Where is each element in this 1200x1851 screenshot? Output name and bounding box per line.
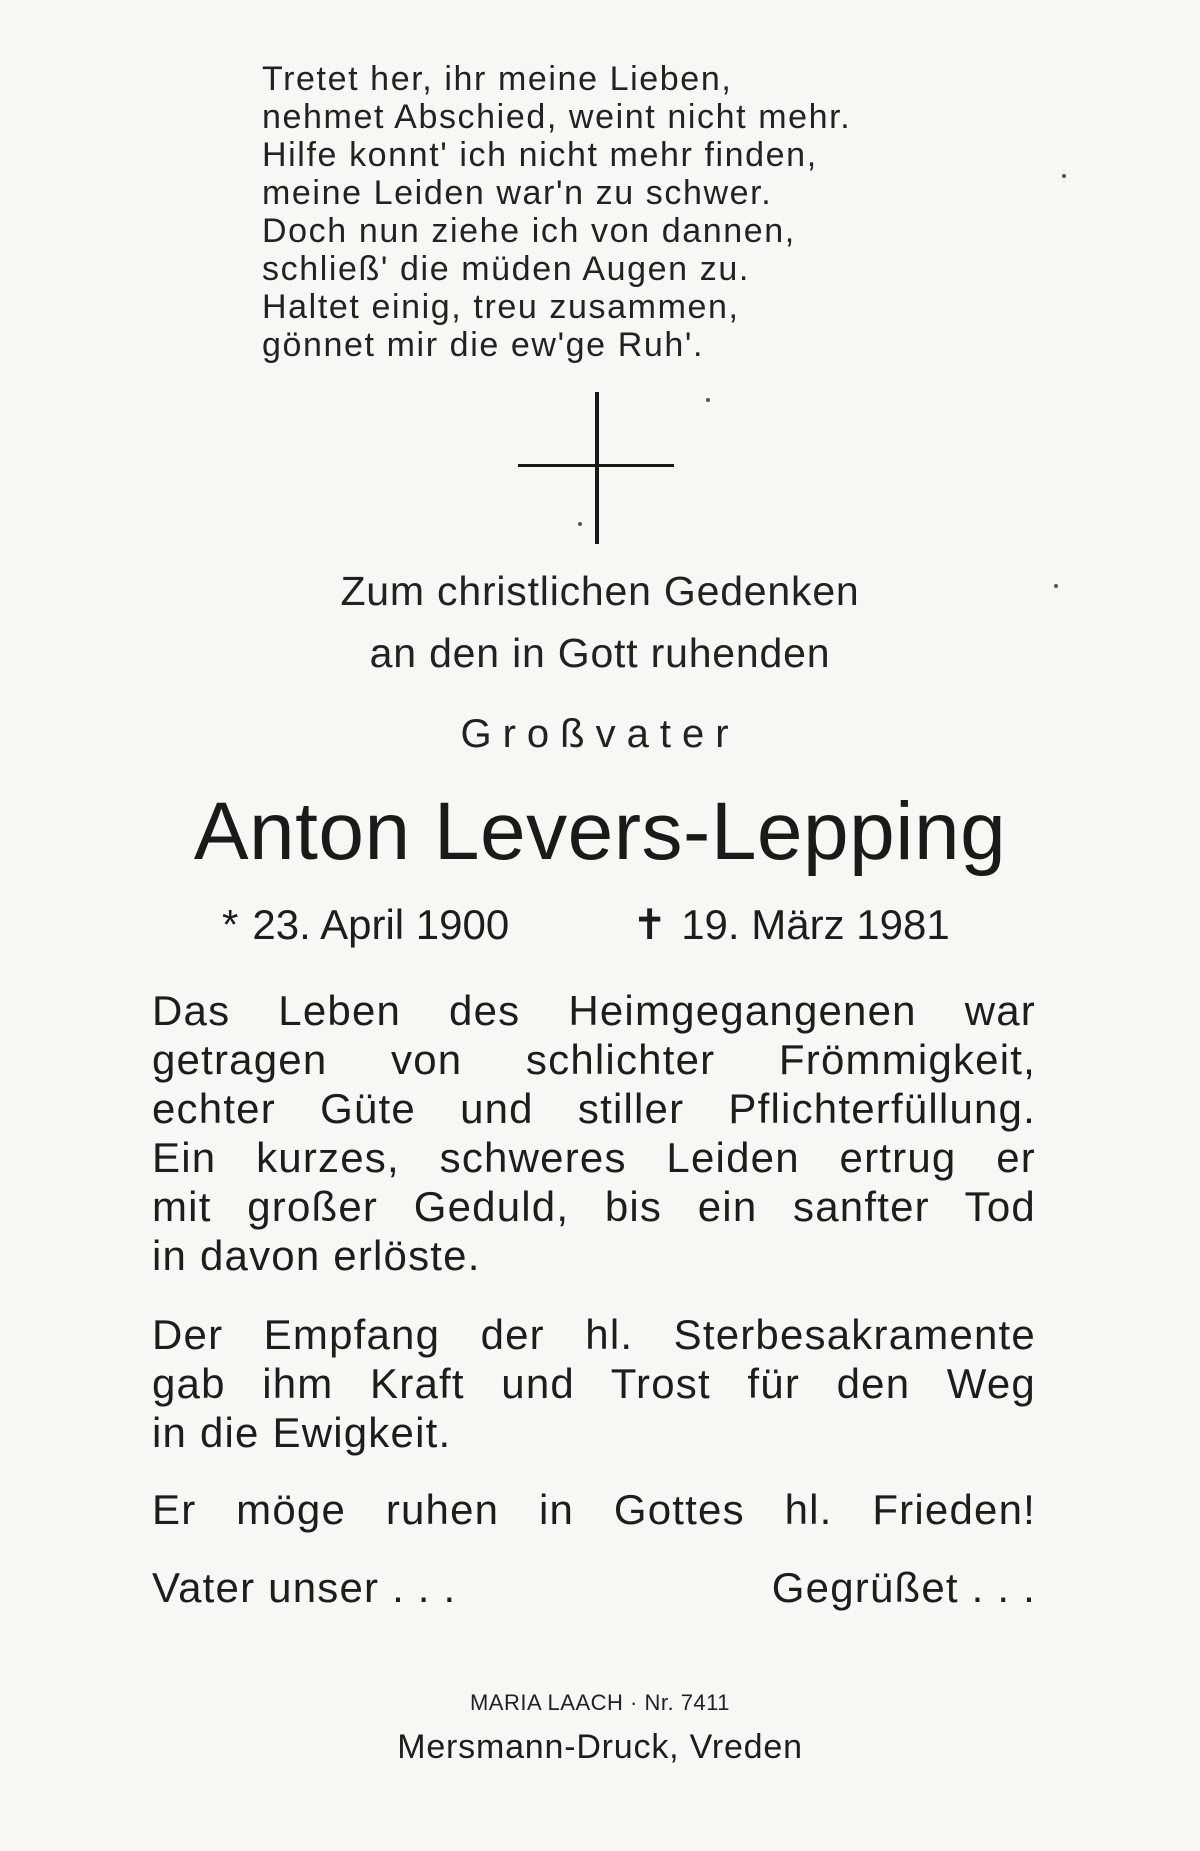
paragraph-line: in davon erlöste. <box>152 1232 481 1279</box>
poem-line: Tretet her, ihr meine Lieben, <box>262 60 733 98</box>
paragraph-line: gab ihm Kraft und Trost für den Weg <box>152 1360 1036 1407</box>
paragraph-line: mit großer Geduld, bis ein sanfter Tod <box>152 1183 1036 1230</box>
intro-line-2: an den in Gott ruhenden <box>369 630 831 676</box>
paragraph-line: Das Leben des Heimgegangenen war <box>152 987 1036 1034</box>
poem-line: Haltet einig, treu zusammen, <box>262 288 740 326</box>
poem-line: nehmet Abschied, weint nicht mehr. <box>262 98 852 136</box>
sacraments-paragraph <box>152 1310 1036 1457</box>
print-speck <box>706 398 710 402</box>
poem-line: gönnet mir die ew'ge Ruh'. <box>262 326 705 364</box>
birth-date: 23. April 1900 <box>252 901 510 948</box>
poem-line: Doch nun ziehe ich von dannen, <box>262 212 796 250</box>
poem <box>262 60 1022 364</box>
print-speck <box>1062 174 1066 178</box>
paragraph-line: Ein kurzes, schweres Leiden ertrug er <box>152 1134 1036 1181</box>
life-paragraph <box>152 986 1036 1280</box>
death-cross-icon: ✝ <box>632 901 668 948</box>
print-speck <box>1054 584 1058 588</box>
birth-star-icon: * <box>222 901 239 948</box>
deceased-name: Anton Levers-Lepping <box>193 786 1007 877</box>
paragraph-line: echter Güte und stiller Pflichterfüllung. <box>152 1085 1036 1132</box>
publisher-imprint: MARIA LAACH · Nr. 7411 <box>469 1690 730 1715</box>
poem-line: Hilfe konnt' ich nicht mehr finden, <box>262 136 818 174</box>
poem-line: meine Leiden war'n zu schwer. <box>262 174 773 212</box>
relation-title: Großvater <box>460 712 740 756</box>
birth-date-group <box>222 898 509 952</box>
printer-imprint: Mersmann-Druck, Vreden <box>397 1728 803 1766</box>
memorial-intro <box>150 560 1050 684</box>
prayers <box>152 1560 1036 1616</box>
prayer-our-father: Vater unser . . . <box>152 1564 457 1611</box>
paragraph-line: Der Empfang der hl. Sterbesakramente <box>152 1311 1036 1358</box>
intro-line-1: Zum christlichen Gedenken <box>340 568 860 614</box>
death-date-group <box>632 898 950 952</box>
paragraph-line: in die Ewigkeit. <box>152 1409 452 1456</box>
blessing-line <box>152 1485 1036 1534</box>
cross-icon <box>518 392 674 544</box>
death-date: 19. März 1981 <box>681 901 950 948</box>
poem-line: schließ' die müden Augen zu. <box>262 250 750 288</box>
prayer-hail-mary: Gegrüßet . . . <box>771 1564 1036 1611</box>
life-dates <box>150 898 1050 952</box>
paragraph-line: getragen von schlichter Frömmigkeit, <box>152 1036 1036 1083</box>
print-speck <box>578 522 582 526</box>
paragraph-line: Er möge ruhen in Gottes hl. Frieden! <box>152 1486 1036 1533</box>
